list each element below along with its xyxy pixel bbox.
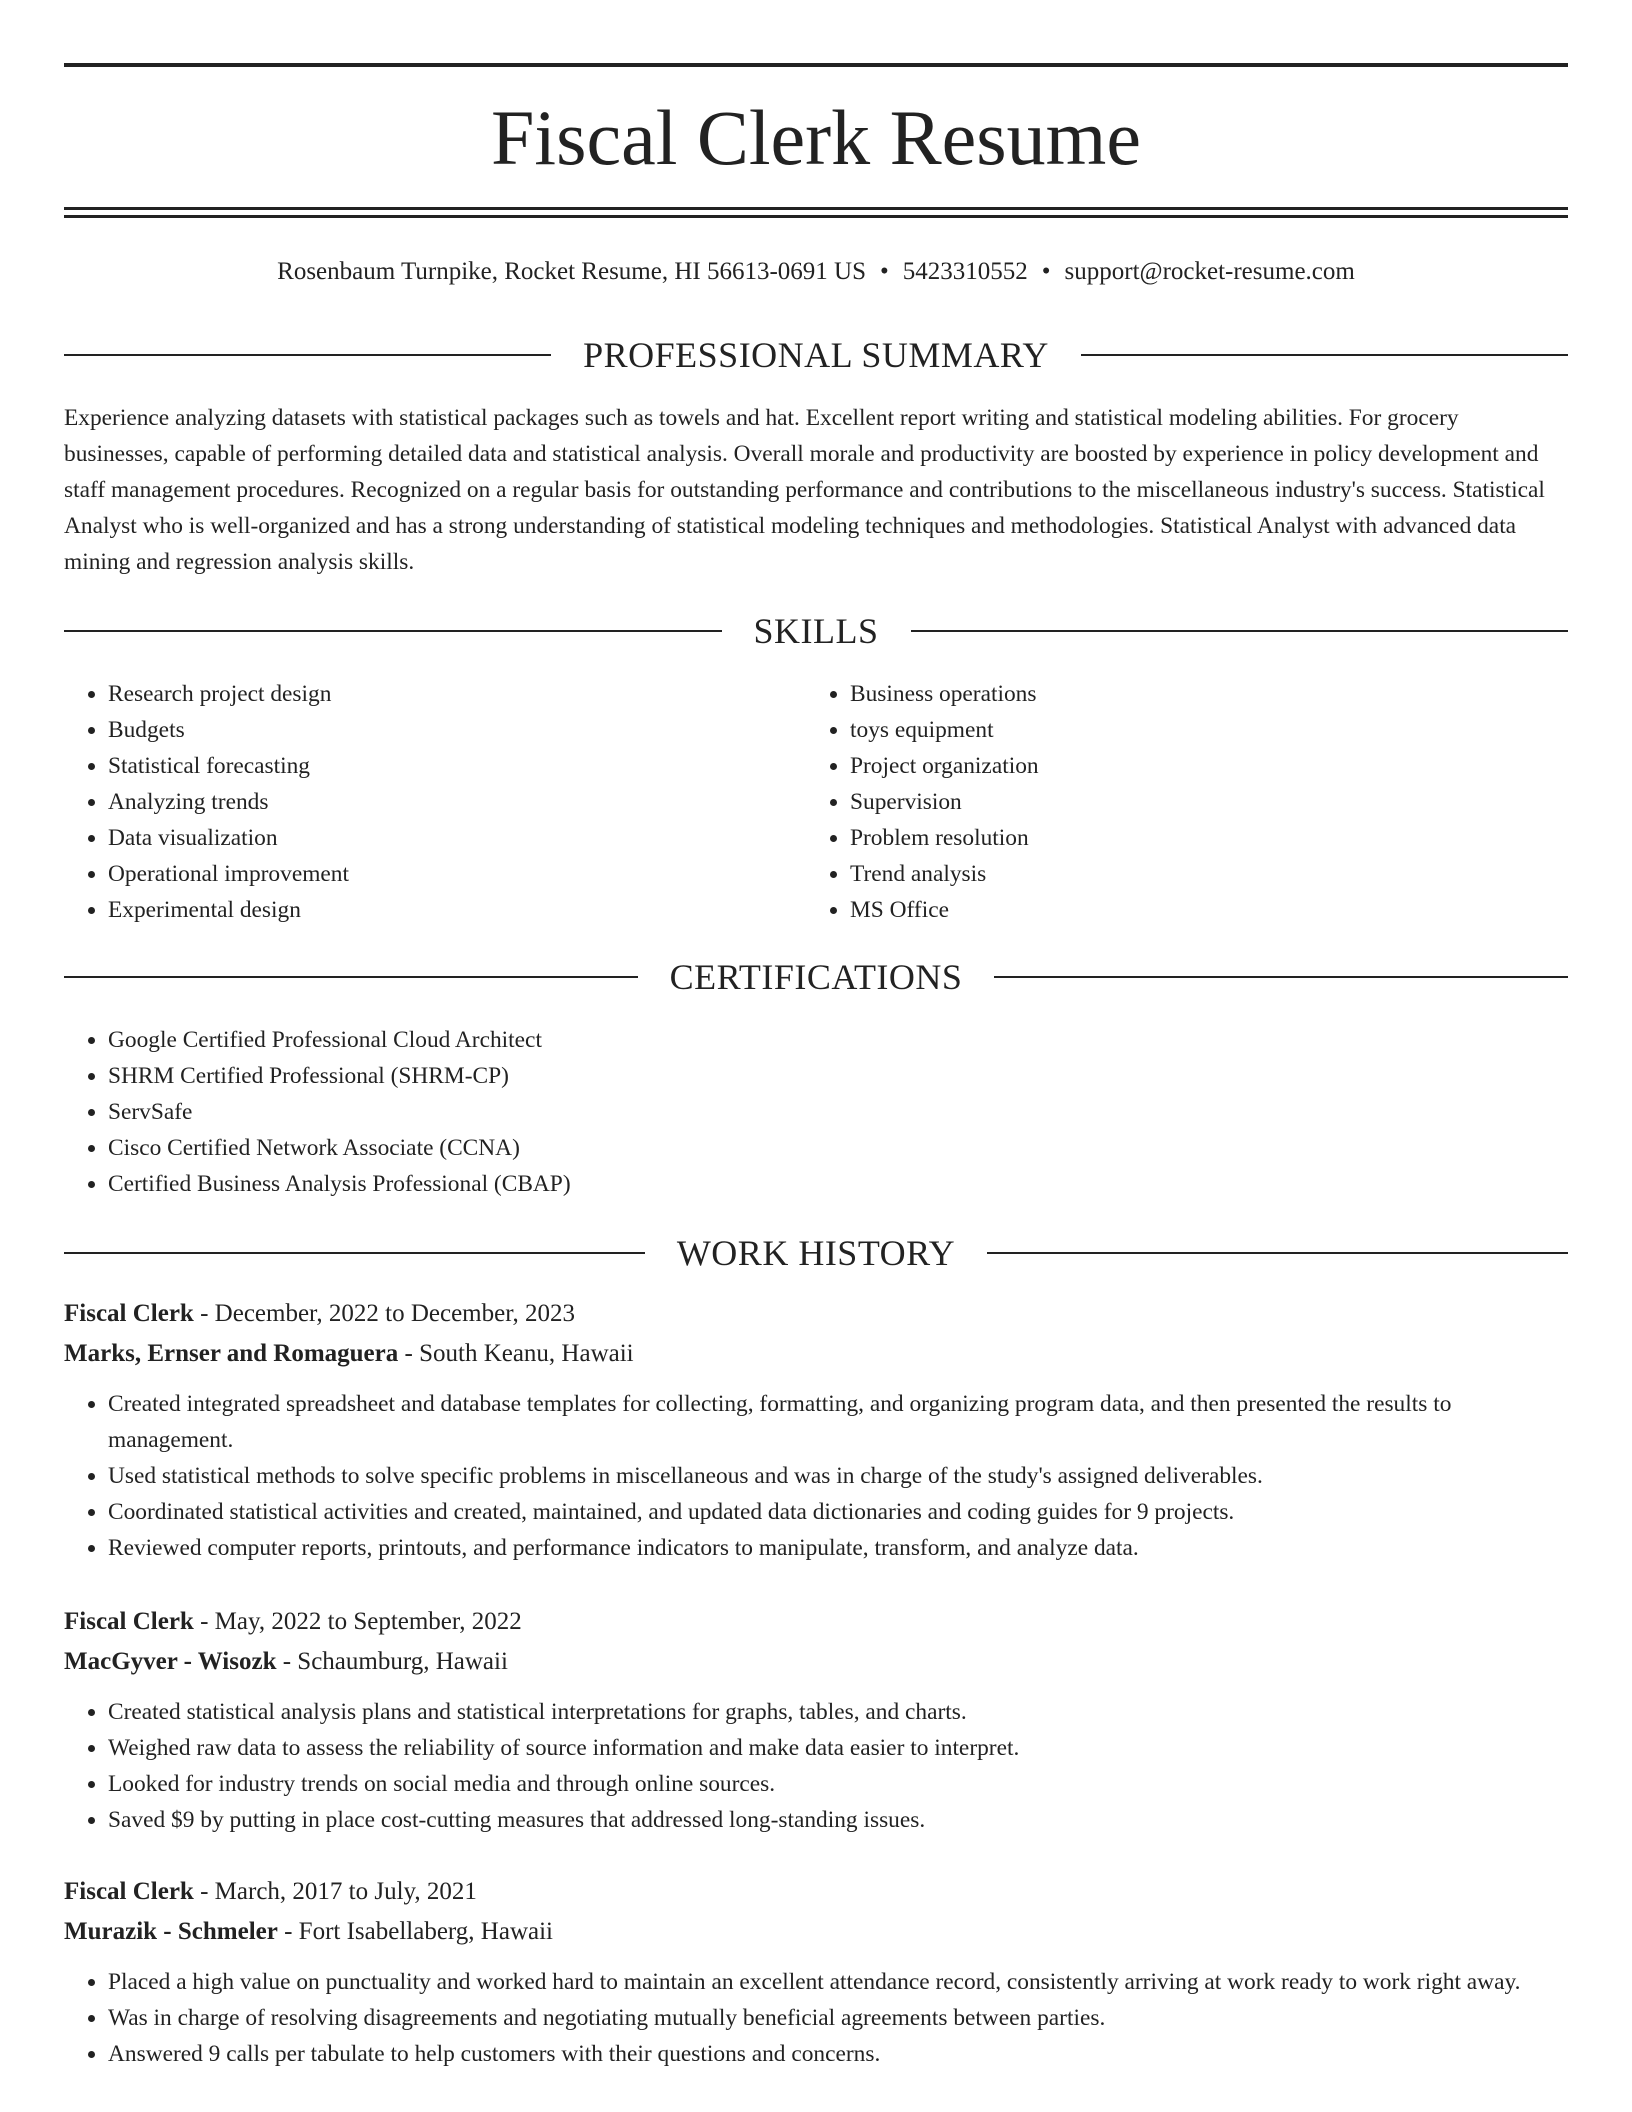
section-heading-skills — [64, 611, 1568, 651]
contact-email: support@rocket-resume.com — [1064, 258, 1355, 285]
section-title: WORK HISTORY — [676, 1233, 956, 1273]
skill-item: • Budgets — [108, 712, 764, 748]
heading-rule — [911, 630, 1569, 632]
job-bullet: • Was in charge of resolving disagreements and negotiating mutually beneficial agreements between parties. — [108, 2000, 1568, 2036]
job-location: - Fort Isabellaberg, Hawaii — [277, 1918, 553, 1945]
job-location: - South Keanu, Hawaii — [398, 1340, 634, 1367]
section-title: CERTIFICATIONS — [669, 957, 963, 997]
job-bullet: • Used statistical methods to solve specific problems in miscellaneous and was in charge of the study's assigned deliverables. — [108, 1458, 1568, 1494]
heading-rule — [987, 1252, 1568, 1254]
skill-item: • Research project design — [108, 676, 764, 712]
job-entry — [64, 1602, 1568, 1838]
contact-separator: • — [880, 258, 889, 285]
contact-address: Rosenbaum Turnpike, Rocket Resume, HI 56613-0691 US — [277, 258, 867, 285]
job-bullet: • Weighed raw data to assess the reliability of source information and make data easier to interpret. — [108, 1730, 1568, 1766]
job-bullet: • Saved $9 by putting in place cost-cutting measures that addressed long-standing issues. — [108, 1802, 1568, 1838]
skill-item: • Trend analysis — [850, 856, 1506, 892]
contact-phone: 5423310552 — [902, 258, 1028, 285]
job-bullets — [64, 1694, 1568, 1838]
job-bullet: • Created integrated spreadsheet and database templates for collecting, formatting, and organizing program data, and then presented the results to management. — [108, 1386, 1568, 1458]
section-heading-certifications — [64, 957, 1568, 997]
skill-item: • Experimental design — [108, 892, 764, 928]
skill-item: • Statistical forecasting — [108, 748, 764, 784]
resume-title: Fiscal Clerk Resume — [491, 94, 1141, 181]
job-entry — [64, 1294, 1568, 1566]
job-title: Fiscal Clerk — [64, 1878, 194, 1905]
heading-rule — [64, 630, 722, 632]
section-heading-work — [64, 1233, 1568, 1273]
skills-list-right — [806, 676, 1506, 928]
job-bullet: • Created statistical analysis plans and statistical interpretations for graphs, tables, and charts. — [108, 1694, 1568, 1730]
skill-item: • Business operations — [850, 676, 1506, 712]
job-company: Murazik - Schmeler — [64, 1918, 278, 1945]
certifications-list — [64, 1022, 1264, 1202]
skills-list-left — [64, 676, 764, 928]
heading-rule — [994, 976, 1568, 978]
job-company: MacGyver - Wisozk — [64, 1648, 277, 1675]
job-company-line — [64, 1912, 1568, 1952]
skills-column-left — [64, 676, 764, 928]
job-bullets — [64, 1964, 1568, 2072]
job-bullets — [64, 1386, 1568, 1566]
job-bullet: • Coordinated statistical activities and created, maintained, and updated data dictionaries and coding guides for 9 projects. — [108, 1494, 1568, 1530]
summary-text: Experience analyzing datasets with statistical packages such as towels and hat. Excellent report writing and statistical modeling abilities. For grocery businesses, capable of performing detailed data and statistical analysis. Overall morale and productivity are boosted by experience in policy development and staff management procedures. Recognized on a regular basis for outstanding performance and contributions to the miscellaneous industry's success. Statistical Analyst who is well-organized and has a strong understanding of statistical modeling techniques and methodologies. Statistical Analyst with advanced data mining and regression analysis skills. — [64, 405, 1545, 575]
section-title: PROFESSIONAL SUMMARY — [583, 335, 1049, 375]
job-location: - Schaumburg, Hawaii — [276, 1648, 508, 1675]
certifications-block — [64, 1022, 1264, 1202]
certification-item: • Google Certified Professional Cloud Architect — [108, 1022, 1264, 1058]
heading-rule — [64, 976, 638, 978]
section-heading-summary — [64, 335, 1568, 375]
skill-item: • toys equipment — [850, 712, 1506, 748]
heading-rule — [64, 354, 551, 356]
job-company-line — [64, 1642, 1568, 1682]
skills-column-right — [806, 676, 1506, 928]
contact-line — [64, 254, 1568, 290]
skill-item: • MS Office — [850, 892, 1506, 928]
job-bullet: • Reviewed computer reports, printouts, and performance indicators to manipulate, transform, and analyze data. — [108, 1530, 1568, 1566]
job-role-line — [64, 1294, 1568, 1334]
skill-item: • Analyzing trends — [108, 784, 764, 820]
job-company: Marks, Ernser and Romaguera — [64, 1340, 399, 1367]
certification-item: • Cisco Certified Network Associate (CCNA) — [108, 1130, 1264, 1166]
skill-item: • Problem resolution — [850, 820, 1506, 856]
job-bullet: • Looked for industry trends on social media and through online sources. — [108, 1766, 1568, 1802]
title-double-rule — [64, 207, 1568, 218]
heading-rule — [64, 1252, 645, 1254]
job-company-line — [64, 1334, 1568, 1374]
job-title: Fiscal Clerk — [64, 1300, 194, 1327]
job-role-line — [64, 1602, 1568, 1642]
job-dates: - May, 2022 to September, 2022 — [193, 1608, 522, 1635]
job-bullet: • Answered 9 calls per tabulate to help customers with their questions and concerns. — [108, 2036, 1568, 2072]
section-title: SKILLS — [753, 611, 879, 651]
job-entry — [64, 1872, 1568, 2072]
job-role-line — [64, 1872, 1568, 1912]
skill-item: • Project organization — [850, 748, 1506, 784]
contact-separator: • — [1041, 258, 1051, 285]
certification-item: • Certified Business Analysis Professional (CBAP) — [108, 1166, 1264, 1202]
certification-item: • ServSafe — [108, 1094, 1264, 1130]
job-bullet: • Placed a high value on punctuality and worked hard to maintain an excellent attendance record, consistently arriving at work ready to work right away. — [108, 1964, 1568, 2000]
job-dates: - December, 2022 to December, 2023 — [193, 1300, 576, 1327]
top-rule — [64, 63, 1568, 67]
skill-item: • Operational improvement — [108, 856, 764, 892]
job-dates: - March, 2017 to July, 2021 — [193, 1878, 477, 1905]
skill-item: • Data visualization — [108, 820, 764, 856]
job-title: Fiscal Clerk — [64, 1608, 194, 1635]
certification-item: • SHRM Certified Professional (SHRM-CP) — [108, 1058, 1264, 1094]
heading-rule — [1081, 354, 1568, 356]
skill-item: • Supervision — [850, 784, 1506, 820]
